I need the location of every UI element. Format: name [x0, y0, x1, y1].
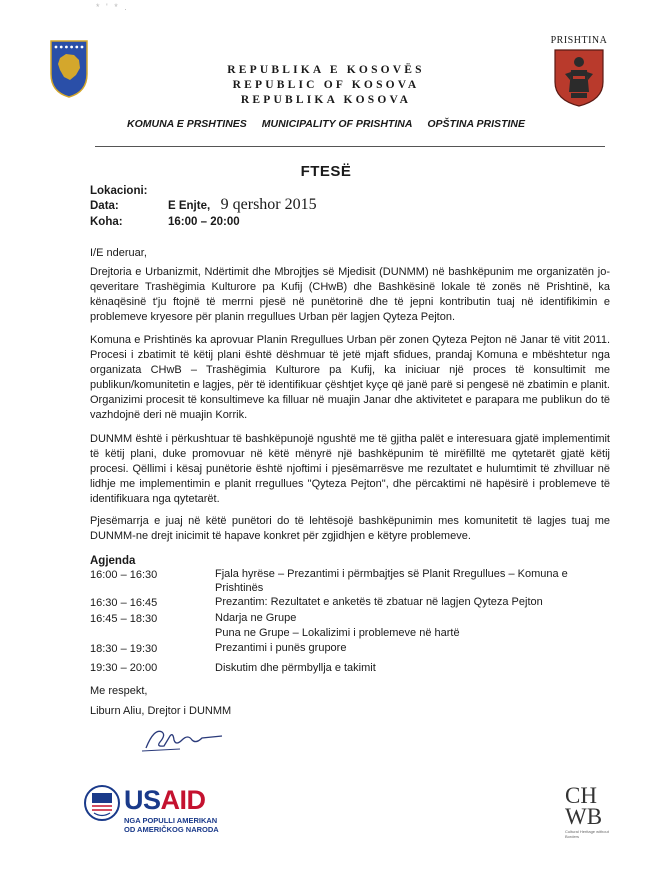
municipality-albanian: KOMUNA E PRSHTINES — [127, 118, 247, 130]
time-value: 16:00 – 20:00 — [168, 216, 240, 228]
agenda-time: 19:30 – 20:00 — [90, 662, 158, 674]
agenda-description: Ndarja ne Grupe — [215, 612, 297, 624]
chwb-logo-line1: CH — [565, 783, 597, 808]
city-label: PRISHTINA — [550, 35, 608, 46]
greeting: I/E nderuar, — [90, 247, 147, 259]
date-label: Data: — [90, 200, 119, 212]
agenda-description: Fjala hyrëse – Prezantimi i përmbajtjes së Planit Rregullues – Komuna e Prishtinës — [215, 568, 568, 594]
republic-line-albanian: REPUBLIKA E KOSOVËS — [227, 64, 425, 76]
municipality-line — [0, 118, 652, 130]
agenda-description: Puna ne Grupe – Lokalizimi i problemeve në hartë — [215, 627, 460, 639]
agenda-time: 16:00 – 16:30 — [90, 569, 158, 581]
agenda-time: 16:45 – 18:30 — [90, 613, 158, 625]
usaid-logo — [124, 785, 206, 815]
usaid-tagline-serbian: OD AMERIČKOG NARODA — [124, 825, 219, 834]
municipality-english: MUNICIPALITY OF PRISHTINA — [261, 118, 413, 130]
corner-mark: * ' * . — [96, 2, 129, 12]
agenda-description: Prezantimi i punës grupore — [215, 642, 347, 654]
date-value: 9 qershor 2015 — [220, 196, 317, 213]
agenda-time: 16:30 – 16:45 — [90, 597, 158, 609]
municipality-serbian: OPŠTINA PRISTINE — [427, 118, 525, 130]
location-label: Lokacioni: — [90, 185, 148, 197]
signature-icon — [140, 722, 230, 754]
paragraph-purpose: DUNMM është i përkushtuar të bashkëpunojë ngushtë me të gjitha palët e interesuara gjatë implementimit të këtij plani, duke promovuar në këtë mënyrë një bashkëpunim të mirëfilltë me qytetarët gjatë këtij procesi. Qëllimi i kësaj punëtorie është njoftimi i pjesëmarrësve me rezultatet e hulumtimit të zhvilluar në lidhje me implementimin e planit rregullues "Qyteza Pejton", dhe përcaktimi në hapësirë i problemeve të identifikuara nga qytetarët. — [90, 433, 610, 505]
document-title: FTESË — [300, 163, 352, 180]
usaid-tagline-albanian: NGA POPULLI AMERIKAN — [124, 816, 218, 825]
paragraph-background: Komuna e Prishtinës ka aprovuar Planin Rregullues Urban për zonen Qyteza Pejton në Janar të vitit 2011. Procesi i zbatimit të këtij plani është dëshmuar të jetë mjaft sfidues, prandaj Komuna e mbështetur nga organizata CHwB – Trashëgimia Kulturore pa Kufij, ka iniciuar një proces të konsultimit me publikun/komunitetin e lagjes, për të identifikuar çështjet kyçe që janë parë si pengesë në zbatimin e planit. Organizimi procesit të konsultimeve ka filluar në muajin Janar dhe aktivitetet e parapara me publikun do të vazhdojnë deri në muajin Korrik. — [90, 334, 610, 421]
paragraph-intro: Drejtoria e Urbanizmit, Ndërtimit dhe Mbrojtjes së Mjedisit (DUNMM) në bashkëpunim me organizatën jo-qeveritare Trashëgimia Kulturore pa Kufij (CHwB) dhe Bashkësinë lokale të zonës në Prishtinë, ka kënaqësinë t'ju ftojnë të merrni pjesë në punëtorinë dhe të jepni kontributin tuaj në identifikimin e problemeve kryesore për planin rregullues Urban për lagjen Qyteza Pejton. — [90, 266, 610, 323]
date-value-row — [168, 196, 317, 214]
usaid-aid-text: AID — [160, 785, 206, 815]
header-divider — [95, 146, 605, 147]
agenda-description: Diskutim dhe përmbyllja e takimit — [215, 662, 376, 674]
republic-line-english: REPUBLIC OF KOSOVA — [232, 79, 420, 91]
closing-salutation: Me respekt, — [90, 685, 148, 697]
chwb-tagline: Cultural Heritage without Borders — [565, 829, 609, 839]
chwb-logo-line2: WB — [565, 804, 603, 829]
usaid-seal-icon — [84, 785, 120, 821]
agenda-description: Prezantim: Rezultatet e anketës të zbatuar në lagjen Qyteza Pejton — [215, 596, 543, 608]
usaid-us-text: US — [124, 785, 161, 815]
prishtina-coat-of-arms-icon — [553, 48, 605, 108]
signatory: Liburn Aliu, Drejtor i DUNMM — [90, 705, 232, 717]
date-day: E Enjte, — [168, 200, 211, 212]
chwb-logo — [565, 785, 602, 827]
time-label: Koha: — [90, 216, 123, 228]
agenda-time: 18:30 – 19:30 — [90, 643, 158, 655]
agenda-heading: Agjenda — [90, 555, 136, 567]
paragraph-participation: Pjesëmarrja e juaj në këtë punëtori do të lehtësojë bashkëpunimin mes komunitetit të lagjes tuaj me DUNMM-ne drejt inicimit të hapave konkret për zgjidhjen e këtyre problemeve. — [90, 515, 610, 542]
republic-line-serbian: REPUBLIKA KOSOVA — [240, 94, 412, 106]
